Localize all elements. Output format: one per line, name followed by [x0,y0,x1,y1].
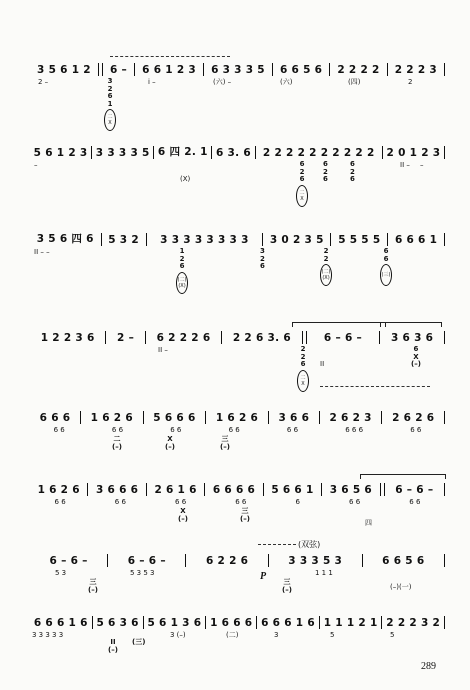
chord-stack: 6 2 6 [323,160,328,183]
chord-stack: 6 6 (三) [380,248,392,286]
measure: 2 2 2 3 [394,64,437,76]
measure: 6 6 6 6 [212,484,256,496]
measure: 6 3 3 3 5 [211,64,265,76]
measure: 3 3 3 5 3 [288,555,343,567]
measure: 3 6 6 [278,412,310,424]
melody-line [30,62,445,76]
chord-stack: II (–) [108,638,118,654]
measure: 6 – 6 – [395,484,434,496]
measure: 6 2 2 2 6 [156,332,211,344]
measure: 5 6 6 1 [271,484,314,496]
lower-line: 6 6 6 6 6 6 6 6 6 6 6 6 6 [54,498,421,506]
measure: 1 6 2 6 [37,484,80,496]
measure: 5 6 6 6 [153,412,196,424]
measure: 1 6 2 6 [90,412,133,424]
measure: 5 6 1 2 3 [33,147,88,159]
measure: 3 5 6 1 2 [37,64,91,76]
measure: 2 6 2 6 [392,412,435,424]
measure: 1 2 2 3 6 [40,332,95,344]
melody-line [30,232,445,246]
measure: 1 6 2 6 [215,412,259,424]
measure: 6 6 5 6 [279,64,323,76]
measure: 2 2 2 3 2 [386,617,441,629]
melody-line [30,410,445,424]
chord-stack: 三 (–) [240,507,250,523]
chord-stack: X (–) [165,435,175,451]
measure: 6 – 6 – [127,555,166,567]
measure: 1 6 6 6 [210,617,253,629]
chord-stack: 三 (–) [282,578,292,594]
measure: 5 6 1 3 6 [147,617,202,629]
chord-stack: (三) [132,638,146,646]
measure: 2 0 1 2 3 [386,147,441,159]
measure: 1 1 1 2 1 [323,617,378,629]
chord-stack: 2 2 6 二 X [297,346,309,392]
measure: 3 3 3 3 5 [95,147,150,159]
measure: 6 四 2. 1 [157,146,208,158]
measure: 6 – [109,64,128,76]
chord-stack: 三 (–) [220,435,230,451]
measure: 6 – 6 – [49,555,88,567]
measure: 2 2 2 2 [337,64,380,76]
melody-line [30,145,445,159]
dynamic-marking: P [260,571,267,582]
measure: 6 6 5 6 [382,555,425,567]
melody-line [30,615,445,629]
chord-stack: 1 2 6 (二) (X) [176,248,188,294]
chord-stack: 二 (–) [112,435,122,451]
measure: 6 6 6 [39,412,71,424]
score-page: 3 5 6 1 2 6 – 6 6 1 2 3 6 3 3 3 5 6 6 5 6 2 2 2 2 2 2 2 3 2 – i – (六) – (六) (四) 2 3 2 6 1 二 X 5 6 1 2 3 3 3 3 3 5 6 四 2. 1 6 3. 6 2 2 2 2 2 2 2 2 2 2 2 0 1 2 3 – – (X) II – 6 2 6 二 X 6 2 6 6 2 6 3 5 6 四 6 5 3 2 3 3 3 3 3 3 3 3 3 0 2 3 5 5 5 5 5 6 6 6 1 II – – 1 2 6 (二) (X) 3 2 6 2 2 (二) (X) 6 6 (三) 1 2 2 3 6 2 – 6 2 2 2 6 2 2 6 3. 6 6 – 6 – 3 6 3 6 II – II 2 2 6 二 X 6 X (–) 6 6 6 1 6 2 6 5 6 6 6 1 6 2 6 3 6 6 2 6 2 3 2 6 2 6 6 6 6 6 6 6 6 6 6 6 6 6 6 6 6 二 (–) X (–) 三 (–) 1 6 2 6 3 6 6 6 2 6 1 6 6 6 6 6 5 6 6 1 3 6 5 6 6 – 6 – 6 6 6 6 6 6 6 6 6 6 6 6 6 X (–) 三 (–) 四 (双弦) 6 – 6 – 6 – 6 – 6 2 2 6 3 3 3 5 3 6 6 5 6 P 5 3 5 3 5 3 1 1 1 (–)(一) 三 (–) 三 (–) 6 6 6 1 6 5 6 3 6 5 6 1 3 6 1 6 6 6 6 6 6 1 6 1 1 1 2 1 2 2 2 3 2 3 3 3 3 3 3 (–) (二) 3 5 5 II (–) (三) 289 [0,0,470,690]
lower-line: 6 6 6 6 6 6 6 6 6 6 6 6 6 6 6 [53,426,422,434]
chord-stack: 6 2 6 [350,160,355,183]
measure: 5 3 2 [108,234,139,246]
measure: 6 6 1 2 3 [142,64,196,76]
measure: 3 5 6 四 6 [36,233,94,245]
measure: 6 – 6 – [323,332,363,344]
chord-stack: X (–) [178,507,188,523]
measure: 3 3 3 3 3 3 3 3 [160,234,249,246]
melody-line [30,553,445,567]
chord-stack: 6 2 6 二 X [296,161,308,207]
chord-stack: 三 (–) [88,578,98,594]
measure: 2 2 2 2 2 2 2 2 2 2 [262,147,375,159]
measure: 2 6 2 3 [329,412,372,424]
chord-stack: 2 2 (二) (X) [320,248,332,286]
measure: 2 6 1 6 [154,484,197,496]
measure: 6 2 2 6 [205,555,249,567]
melody-line [30,330,445,344]
measure: 6 6 6 1 6 [261,617,315,629]
measure: 3 0 2 3 5 [269,234,324,246]
chord-stack: 3 2 6 [260,247,265,270]
measure: 2 2 6 3. 6 [232,332,292,344]
measure: 3 6 6 6 [96,484,139,496]
chord-stack: 3 2 6 1 二 X [104,78,116,131]
measure: 3 6 3 6 [390,332,434,344]
measure: 6 6 6 1 [394,234,438,246]
measure: 6 6 6 1 6 [33,617,88,629]
melody-line [30,482,445,496]
page-number: 289 [421,661,436,672]
measure: 2 – [117,332,135,344]
measure: 3 6 5 6 [329,484,373,496]
section-label: (双弦) [298,540,321,549]
measure: 5 5 5 5 [338,234,381,246]
measure: 6 3. 6 [215,147,252,159]
chord-stack: 6 X (–) [411,345,421,368]
measure: 5 6 3 6 [96,617,139,629]
